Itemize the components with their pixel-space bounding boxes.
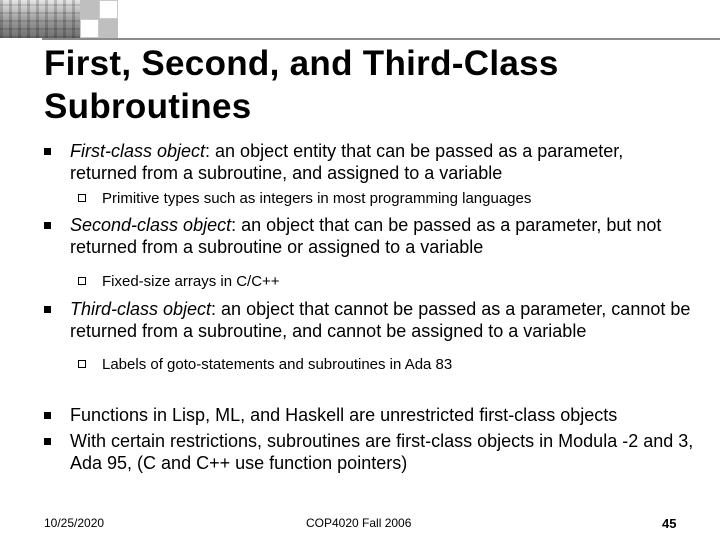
bullet-text: With certain restrictions, subroutines are first-class objects in Modula -2 and 3, Ada 95, (C and C++ use function pointers) [70,431,694,473]
square-bullet-icon [44,438,51,445]
square-bullet-icon [44,412,51,419]
hollow-square-bullet-icon [78,194,86,202]
bullet-third-class [44,298,694,342]
bullet-text: : an object entity that can be passed as a parameter, returned from a subroutine, and assigned to a variable [70,141,624,183]
bullet-text: : an object that cannot be passed as a parameter, cannot be returned from a subroutine, and cannot be assigned to a variable [70,299,691,341]
bullet-text: : an object that can be passed as a parameter, but not returned from a subroutine or assigned to a variable [70,215,662,257]
page-number: 45 [662,516,677,531]
subbullet-third-class [44,355,694,375]
header-square-gray [99,19,118,38]
bullet-lisp-functions [44,404,694,426]
term-second-class: Second-class object [70,215,232,235]
subbullet-text: Fixed-size arrays in C/C++ [102,273,280,290]
slide-title-line1: First, Second, and Third-Class [44,44,559,83]
slide-title [44,42,704,128]
subbullet-text: Labels of goto-statements and subroutines in Ada 83 [102,356,453,373]
subbullet-text: Primitive types such as integers in most programming languages [102,190,532,207]
term-third-class: Third-class object [70,299,212,319]
header-square-white [80,19,99,38]
term-first-class: First-class object [70,141,206,161]
header-building-photo [0,0,80,38]
header-rule [42,38,720,40]
subbullet-second-class [44,272,694,292]
bullet-modula-subroutines [44,430,694,474]
header-square-gray [80,0,99,19]
slide-title-line2: Subroutines [44,87,252,126]
bullet-first-class [44,140,694,184]
header-square-white [99,0,118,19]
square-bullet-icon [44,306,51,313]
footer-date: 10/25/2020 [44,516,105,530]
hollow-square-bullet-icon [78,360,86,368]
square-bullet-icon [44,148,51,155]
bullet-text: Functions in Lisp, ML, and Haskell are unrestricted first-class objects [70,405,618,425]
subbullet-first-class [44,189,694,209]
square-bullet-icon [44,222,51,229]
bullet-second-class [44,214,694,258]
hollow-square-bullet-icon [78,277,86,285]
footer-course: COP4020 Fall 2006 [306,516,412,530]
slide-content [44,140,694,474]
